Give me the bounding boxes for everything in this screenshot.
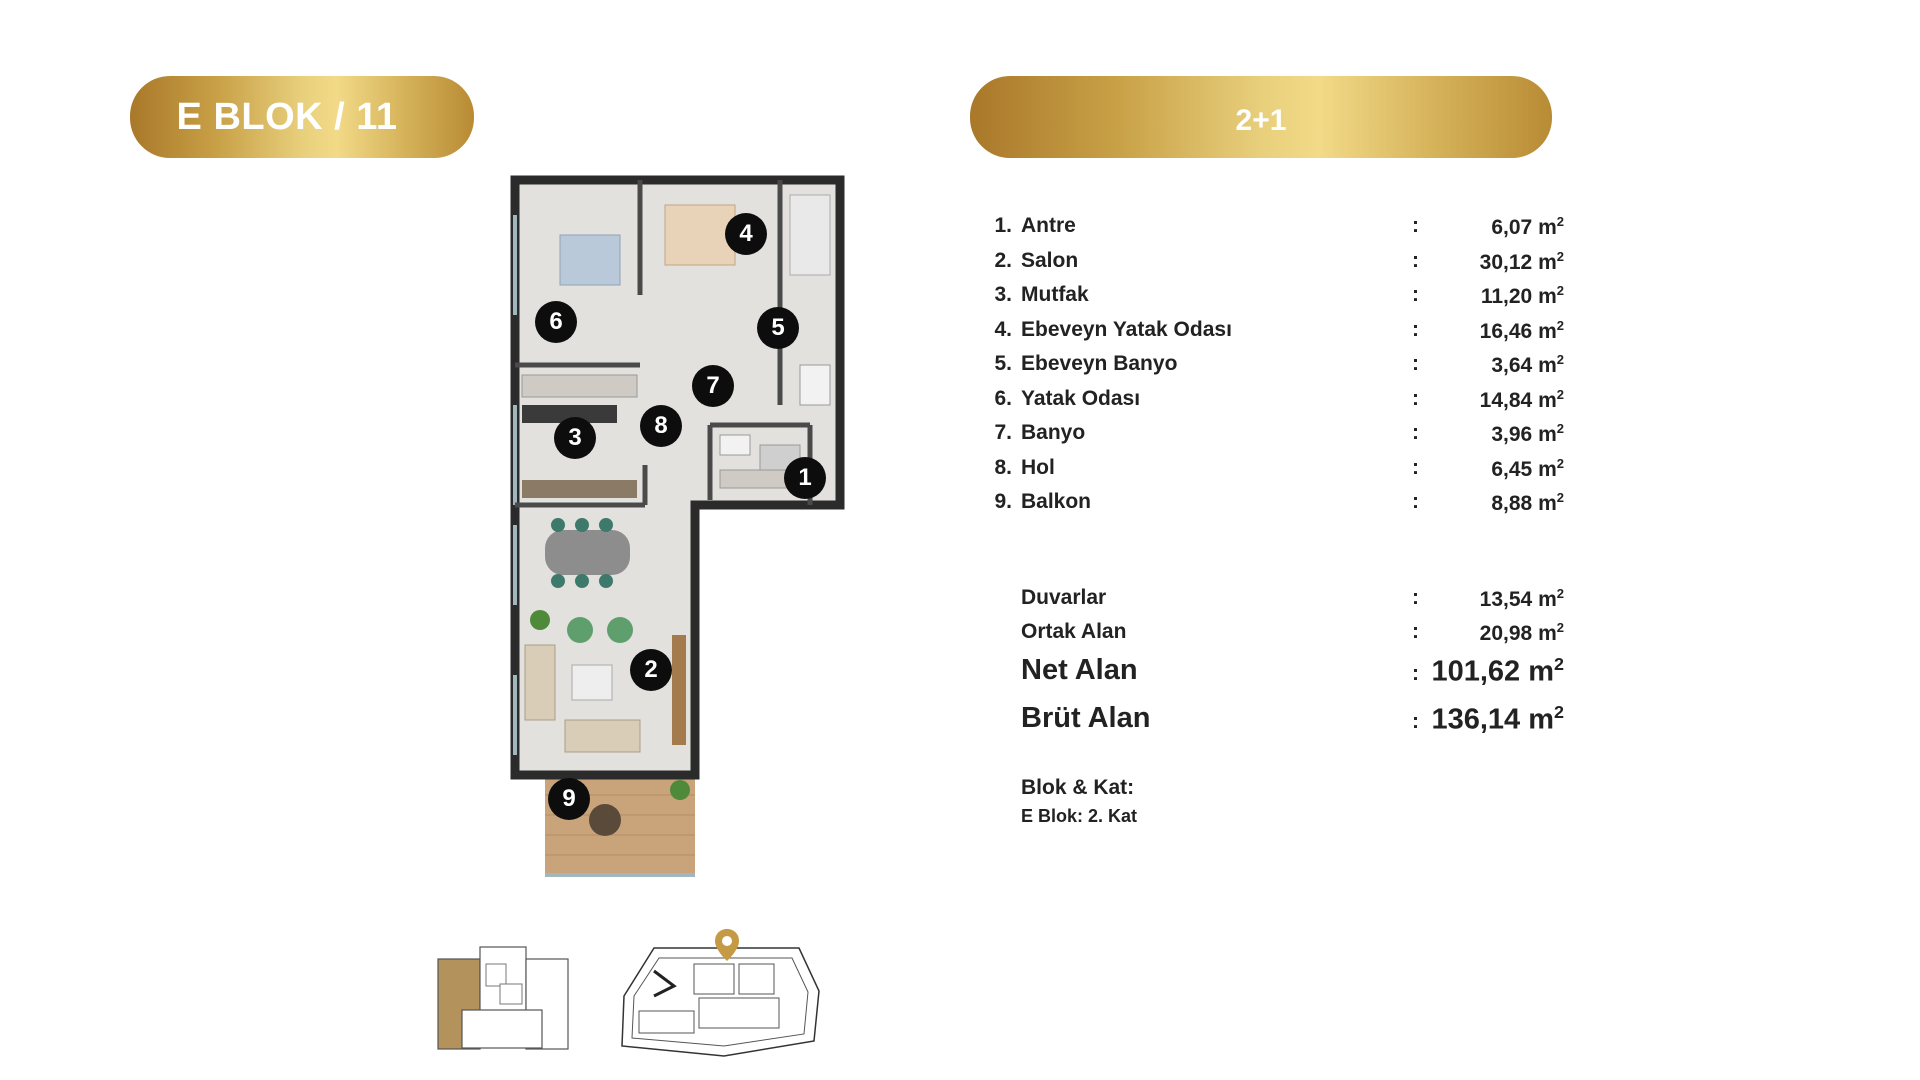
room-area: 3,64 $m^2$ <box>1491 352 1564 377</box>
room-row <box>990 249 1570 284</box>
area-totals <box>990 586 1570 750</box>
room-marker-2: 2 <box>630 649 672 691</box>
separator: : <box>1412 421 1419 444</box>
room-number: 1. <box>994 214 1012 237</box>
total-area: 20,98 $m^2$ <box>1479 620 1564 645</box>
room-row <box>990 352 1570 387</box>
room-area: 14,84 $m^2$ <box>1479 386 1564 412</box>
room-name: Antre <box>1021 214 1076 237</box>
separator: : <box>1412 386 1419 410</box>
total-area: 101,62 $m^2$ <box>1431 654 1564 688</box>
total-label: Net Alan <box>1021 654 1138 686</box>
room-area: 11,20 $m^2$ <box>1480 283 1564 308</box>
room-marker-6: 6 <box>535 301 577 343</box>
room-name: Mutfak <box>1021 283 1089 306</box>
room-number: 9. <box>994 490 1012 513</box>
room-area: 30,12 $m^2$ <box>1479 248 1564 274</box>
room-area: 6,07 $m^2$ <box>1491 214 1564 239</box>
room-name: Ebeveyn Yatak Odası <box>1021 317 1232 341</box>
room-number: 7. <box>994 421 1012 444</box>
room-row <box>990 421 1570 456</box>
floor-plan-drawing <box>510 175 850 880</box>
room-row <box>990 318 1570 353</box>
separator: : <box>1412 490 1419 513</box>
room-number: 4. <box>994 317 1012 341</box>
room-area: 8,88 $m^2$ <box>1491 490 1564 515</box>
total-area: 13,54 $m^2$ <box>1479 586 1564 611</box>
room-marker-7: 7 <box>692 365 734 407</box>
room-name: Salon <box>1021 248 1079 272</box>
key-plan <box>436 944 571 1054</box>
room-name: Hol <box>1021 455 1055 479</box>
room-marker-4: 4 <box>725 213 767 255</box>
room-name: Ebeveyn Banyo <box>1021 352 1178 375</box>
room-area: 6,45 $m^2$ <box>1491 455 1564 481</box>
room-number: 5. <box>994 352 1012 375</box>
total-row-brut-alan <box>990 702 1570 750</box>
total-label: Ortak Alan <box>1021 620 1127 643</box>
location-pin-icon <box>714 928 740 962</box>
room-marker-1: 1 <box>784 457 826 499</box>
total-row-ortak-alan <box>990 620 1570 654</box>
room-number: 3. <box>994 283 1012 306</box>
total-area: 136,14 $m^2$ <box>1431 702 1564 736</box>
room-marker-3: 3 <box>554 417 596 459</box>
unit-type-badge <box>970 76 1552 158</box>
separator: : <box>1412 352 1419 375</box>
room-number: 6. <box>994 386 1012 410</box>
room-marker-8: 8 <box>640 405 682 447</box>
total-row-duvarlar <box>990 586 1570 620</box>
block-title: E BLOK / 11 <box>176 95 398 138</box>
room-area-list <box>990 214 1570 525</box>
separator: : <box>1412 586 1419 609</box>
block-title-badge <box>130 76 474 158</box>
room-area: 16,46 $m^2$ <box>1479 317 1564 343</box>
separator: : <box>1412 710 1419 733</box>
separator: : <box>1412 662 1419 685</box>
room-row <box>990 387 1570 422</box>
room-row <box>990 456 1570 491</box>
total-label: Duvarlar <box>1021 586 1107 609</box>
room-name: Yatak Odası <box>1021 386 1141 410</box>
separator: : <box>1412 620 1419 643</box>
floor-plan <box>510 175 850 885</box>
unit-type: 2+1 <box>1235 104 1287 137</box>
room-marker-5: 5 <box>757 307 799 349</box>
separator: : <box>1412 283 1419 306</box>
room-number: 2. <box>994 248 1012 272</box>
room-row <box>990 214 1570 249</box>
separator: : <box>1412 214 1419 237</box>
room-name: Balkon <box>1021 490 1092 513</box>
room-marker-9: 9 <box>548 778 590 820</box>
room-area: 3,96 $m^2$ <box>1491 421 1564 446</box>
room-row <box>990 490 1570 525</box>
separator: : <box>1412 317 1419 341</box>
blok-kat-label: Blok & Kat: <box>1021 776 1135 799</box>
separator: : <box>1412 248 1419 272</box>
total-label: Brüt Alan <box>1021 702 1151 734</box>
room-row <box>990 283 1570 318</box>
blok-kat-value: E Blok: 2. Kat <box>1021 806 1138 826</box>
separator: : <box>1412 455 1419 479</box>
room-number: 8. <box>994 455 1012 479</box>
total-row-net-alan <box>990 654 1570 702</box>
room-name: Banyo <box>1021 421 1086 444</box>
